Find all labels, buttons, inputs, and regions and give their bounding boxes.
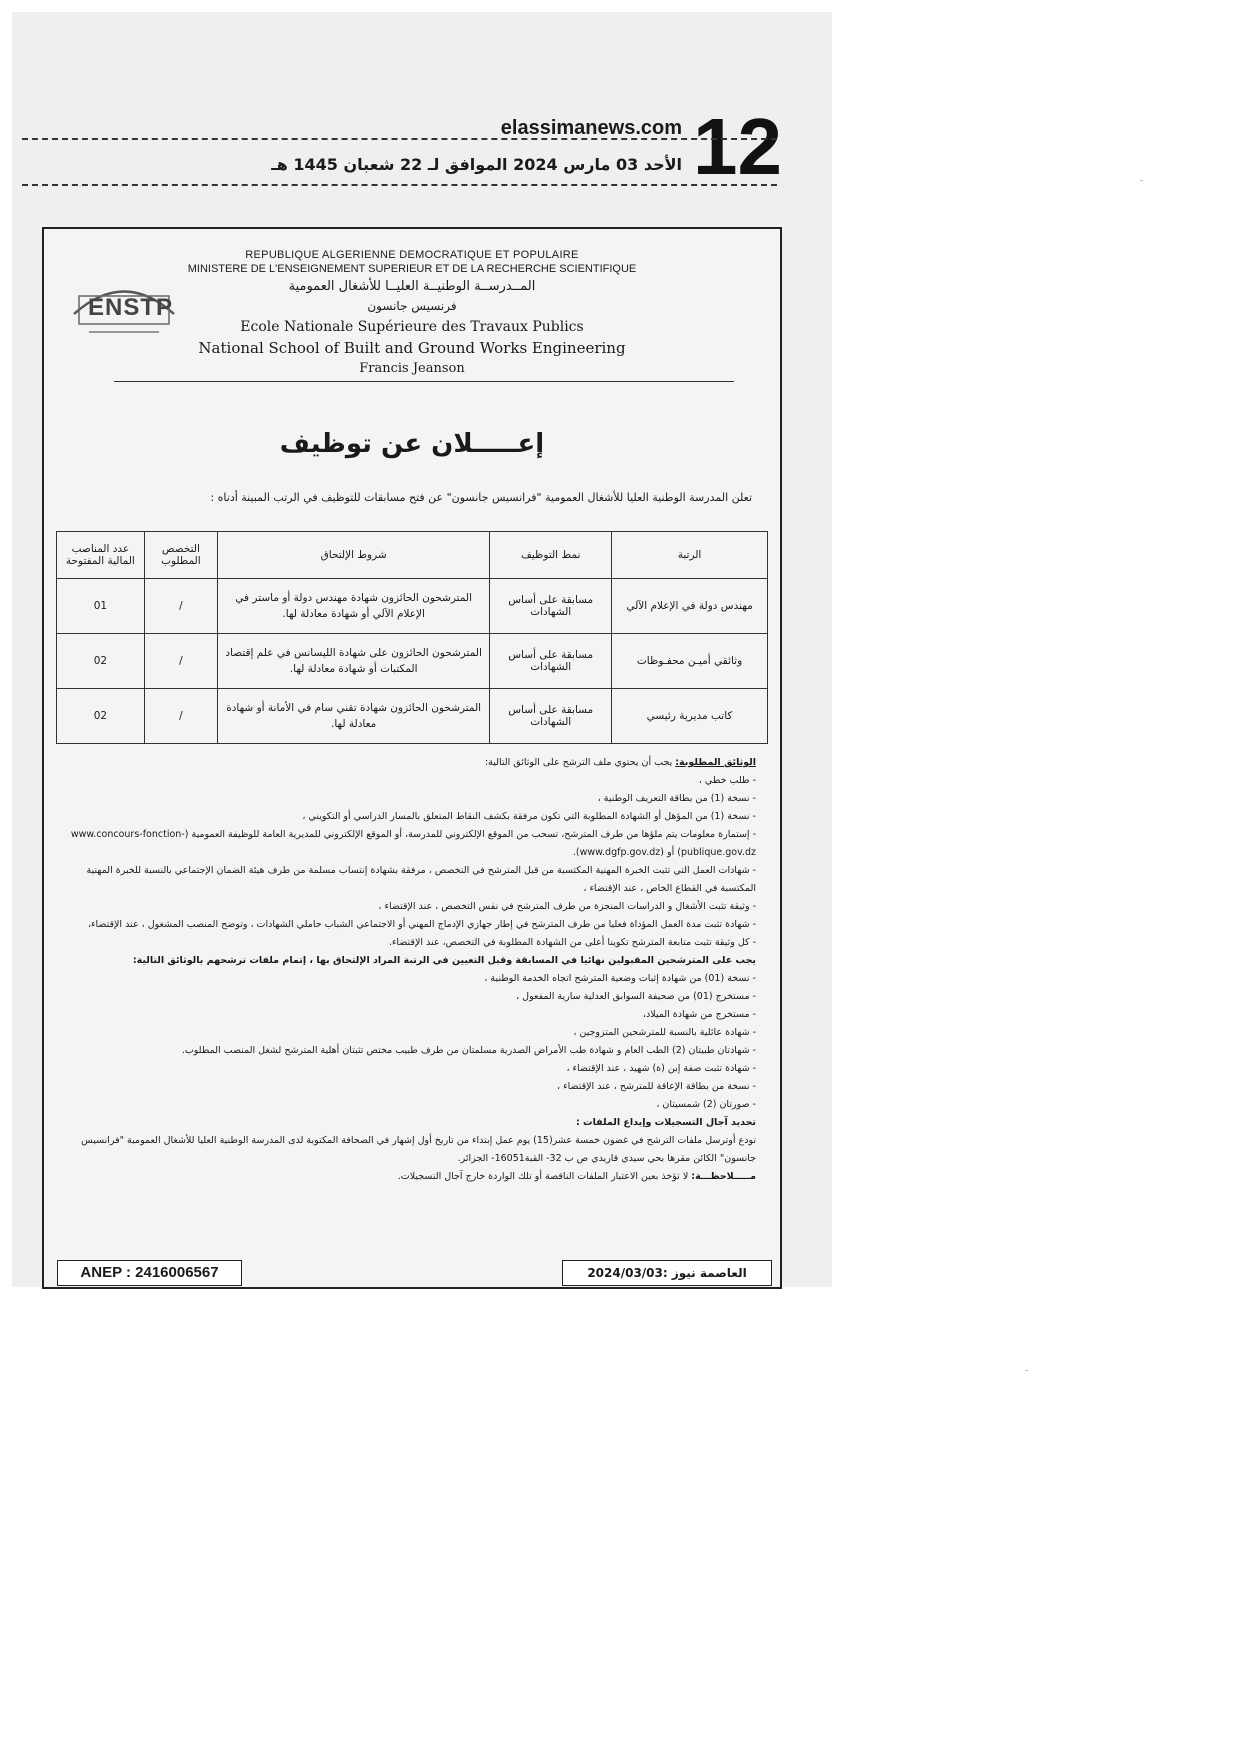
col-positions: عدد المناصب المالية المفتوحة bbox=[57, 532, 145, 579]
mode-cell: مسابقة على أساس الشهادات bbox=[490, 579, 612, 634]
positions-cell: 01 bbox=[57, 579, 145, 634]
deadline-text: تودع أوترسل ملفات الترشح في غضون خمسة عشر(15) يوم عمل إبتداء من تاريخ أول إشهار في الصحافة المكتوبة لدى المدرسة الوطنية العليا للأشغال العمومية "فرانسيس جانسون" الكائن مقرها بحي سيدي قاريدي ص ب 32- القبة16051- الجزائر. bbox=[81, 1135, 756, 1164]
accepted-item: - نسخة (01) من شهادة إثبات وضعية المترشح اتجاه الخدمة الوطنية ، bbox=[484, 973, 756, 984]
ad-footer bbox=[57, 1260, 782, 1288]
accepted-item: - شهادتان طبيتان (2) الطب العام و شهادة طب الأمراض الصدرية مسلمتان من طرف طبيب مختص تثبتان أهلية المترشح لشغل المنصب المطلوب. bbox=[181, 1045, 756, 1056]
francis-jeanson-arabic: فرنسيس جانسون bbox=[367, 299, 457, 313]
anep-reference: ANEP : 2416006567 bbox=[57, 1260, 242, 1286]
col-rank: الرتبة bbox=[612, 532, 768, 579]
positions-cell: 02 bbox=[57, 634, 145, 689]
positions-table bbox=[56, 531, 768, 744]
recruitment-ad bbox=[42, 227, 782, 1289]
scanned-page bbox=[12, 12, 832, 1287]
doc-item: - وثيقة تثبت الأشغال و الدراسات المنجزة من طرف المترشح في نفس التخصص ، عند الإقتضاء ، bbox=[378, 901, 756, 912]
accepted-item: - مستخرج من شهادة الميلاد، bbox=[642, 1009, 756, 1020]
school-name-arabic: المــدرســة الوطنيــة العليــا للأشغال العمومية bbox=[288, 279, 536, 294]
doc-item: - نسخة (1) من المؤهل أو الشهادة المطلوبة التي تكون مرفقة بكشف النقاط المتعلق بالمسار الدراسي أو التكويني ، bbox=[302, 811, 756, 822]
ad-title: إعـــــلان عن توظيف bbox=[279, 429, 545, 459]
doc-item: - شهادات العمل التي تثبت الخبرة المهنية المكتسبة من قبل المترشح في التخصص ، مرفقة بشهادة إنتساب مسلمة من طرف هيئة الضمان الإجتماعي بالنسبة للخبرة المهنية المكتسبة في القطاع الخاص ، عند الإقتضاء ، bbox=[86, 865, 756, 894]
docs-heading-rest: يجب أن يحتوي ملف الترشح على الوثائق التالية: bbox=[484, 757, 676, 768]
accepted-heading: يجب على المترشحين المقبولين نهائيا في المسابقة وقبل التعيين في الرتبة المراد الإلتحاق بها ، إتمام ملفات ترشحهم بالوثائق التالية: bbox=[132, 955, 756, 966]
header-rule bbox=[114, 381, 734, 382]
ad-intro: تعلن المدرسة الوطنية العليا للأشغال العمومية "فرانسيس جانسون" عن فتح مسابقات للتوظيف في الرتب المبينة أدناه : bbox=[210, 491, 752, 504]
col-specialty: التخصص المطلوب bbox=[144, 532, 217, 579]
docs-heading: الوثائق المطلوبة: bbox=[675, 757, 756, 768]
note-label: مـــــلاحظـــة: bbox=[691, 1171, 756, 1182]
page-number: 12 bbox=[693, 102, 782, 191]
school-name-french: Ecole Nationale Supérieure des Travaux Publics bbox=[240, 319, 584, 335]
doc-item: - كل وثيقة تثبت متابعة المترشح تكوينا أعلى من الشهادة المطلوبة في التخصص، عند الإقتضاء. bbox=[388, 937, 756, 948]
doc-item: - شهادة تثبت مدة العمل المؤداة فعليا من طرف المترشح في إطار جهازي الإدماج المهني أو الاجتماعي الشباب حاملي الشهادات ، وتوضح المنصب المشغول ، عند الإقتضاء، bbox=[87, 919, 756, 930]
conditions-cell: المترشحون الحائزون على شهادة الليسانس في علم إقتصاد المكتبات أو شهادة معادلة لها. bbox=[217, 634, 489, 689]
scan-speck bbox=[1025, 1370, 1028, 1371]
accepted-item: - مستخرج (01) من صحيفة السوابق العدلية سارية المفعول ، bbox=[516, 991, 756, 1002]
school-name-english: National School of Built and Ground Works Engineering bbox=[198, 339, 626, 357]
note-text: لا تؤخذ بعين الاعتبار الملفات الناقصة أو تلك الواردة خارج آجال التسجيلات. bbox=[397, 1171, 692, 1182]
ad-body bbox=[56, 754, 756, 1186]
rank-cell: كاتب مديرية رئيسي bbox=[612, 689, 768, 744]
table-header-row bbox=[57, 532, 768, 579]
mode-cell: مسابقة على أساس الشهادات bbox=[490, 689, 612, 744]
docs-heading-line bbox=[56, 754, 756, 772]
specialty-cell: / bbox=[144, 689, 217, 744]
doc-item: - نسخة (1) من بطاقة التعريف الوطنية ، bbox=[597, 793, 756, 804]
col-conditions: شروط الإلتحاق bbox=[217, 532, 489, 579]
table-row bbox=[57, 634, 768, 689]
mode-cell: مسابقة على أساس الشهادات bbox=[490, 634, 612, 689]
accepted-item: - شهادة تثبت صفة إبن (ة) شهيد ، عند الإقتضاء ، bbox=[566, 1063, 756, 1074]
ministry-line: MINISTERE DE L'ENSEIGNEMENT SUPERIEUR ET DE LA RECHERCHE SCIENTIFIQUE bbox=[187, 263, 637, 275]
conditions-cell: المترشحون الحائزون شهادة مهندس دولة أو ماستر في الإعلام الآلي أو شهادة معادلة لها. bbox=[217, 579, 489, 634]
specialty-cell: / bbox=[144, 634, 217, 689]
rank-cell: مهندس دولة في الإعلام الآلي bbox=[612, 579, 768, 634]
doc-item: - طلب خطي ، bbox=[698, 775, 756, 786]
specialty-cell: / bbox=[144, 579, 217, 634]
doc-item: - إستمارة معلومات يتم ملؤها من طرف المترشح، تسحب من الموقع الإلكتروني للمدرسة، أو الموقع الإلكتروني للمديرية العامة للوظيفة العمومية (www.concours-fonction-publique.gov.dz) أو (www.dgfp.gov.dz). bbox=[70, 829, 756, 858]
note-line bbox=[56, 1168, 756, 1186]
republic-line: REPUBLIQUE ALGERIENNE DEMOCRATIQUE ET POPULAIRE bbox=[245, 249, 579, 261]
positions-cell: 02 bbox=[57, 689, 145, 744]
conditions-cell: المترشحون الحائزون شهادة تقني سام في الأمانة أو شهادة معادلة لها. bbox=[217, 689, 489, 744]
rank-cell: وثائقي أميـن محفـوظات bbox=[612, 634, 768, 689]
scan-speck bbox=[1140, 180, 1143, 181]
logo-text: ENSTP bbox=[88, 294, 174, 321]
accepted-item: - نسخة من بطاقة الإعاقة للمترشح ، عند الإقتضاء ، bbox=[557, 1081, 756, 1092]
accepted-item: - صورتان (2) شمسيتان ، bbox=[656, 1099, 756, 1110]
date-line: الأحد 03 مارس 2024 الموافق لـ 22 شعبان 1445 هـ bbox=[271, 155, 682, 174]
table-row bbox=[57, 579, 768, 634]
top-dashed-divider bbox=[22, 138, 777, 140]
francis-jeanson-latin: Francis Jeanson bbox=[359, 361, 465, 376]
accepted-item: - شهادة عائلية بالنسبة للمترشحين المتزوجين ، bbox=[573, 1027, 756, 1038]
table-row bbox=[57, 689, 768, 744]
col-mode: نمط التوظيف bbox=[490, 532, 612, 579]
deadline-heading: تحديد آجال التسجيلات وإيداع الملفات : bbox=[575, 1117, 756, 1128]
newspaper-date: العاصمة نيوز :2024/03/03 bbox=[562, 1260, 772, 1286]
bottom-dashed-divider bbox=[22, 184, 777, 186]
site-name: elassimanews.com bbox=[500, 117, 682, 139]
